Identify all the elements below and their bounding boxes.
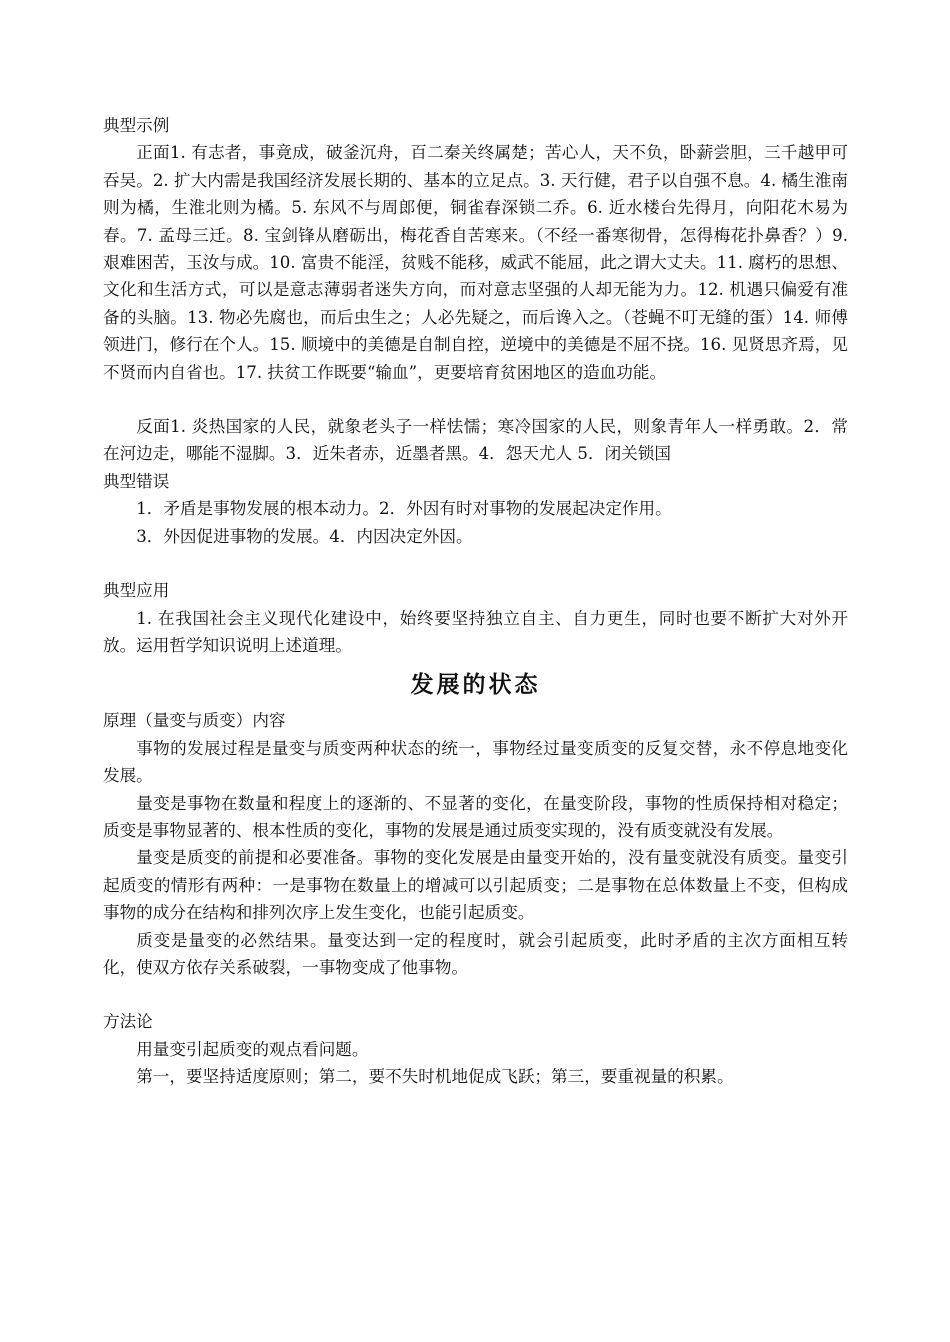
principle-paragraph-3: 量变是质变的前提和必要准备。事物的变化发展是由量变开始的，没有量变就没有质变。量变引起质变的情形有两种：一是事物在数量上的增减可以引起质变；二是事物在总体数量上不变，但构成事物的成分在结构和排列次序上发生变化，也能引起质变。 <box>103 848 848 923</box>
blank-line <box>103 386 848 413</box>
section-heading-methodology: 方法论 <box>103 1012 153 1032</box>
methodology-line-1: 用量变引起质变的观点看问题。 <box>136 1039 369 1059</box>
blank-line <box>103 981 848 1008</box>
negative-examples-paragraph: 反面1. 炎热国家的人民，就象老头子一样怯懦；寒冷国家的人民，则象青年人一样勇敢。2．常在河边走，哪能不湿脚。3．近朱者赤，近墨者黑。4．怨天尤人 5．闭关锁国 <box>103 417 848 464</box>
principle-paragraph-2: 量变是事物在数量和程度上的逐渐的、不显著的变化，在量变阶段，事物的性质保持相对稳定；质变是事物显著的、根本性质的变化，事物的发展是通过质变实现的，没有质变就没有发展。 <box>103 793 848 840</box>
section-heading-principle: 原理（量变与质变）内容 <box>103 711 286 731</box>
section-heading-errors: 典型错误 <box>103 471 170 491</box>
methodology-line-2: 第一，要坚持适度原则；第二，要不失时机地促成飞跃；第三，要重视量的积累。 <box>136 1067 734 1087</box>
errors-line-2: 3．外因促进事物的发展。4．内因决定外因。 <box>136 526 473 546</box>
document-body <box>103 112 848 1091</box>
application-paragraph: 1. 在我国社会主义现代化建设中，始终要坚持独立自主、自力更生，同时也要不断扩大对外开放。运用哲学知识说明上述道理。 <box>103 608 848 655</box>
errors-line-1: 1．矛盾是事物发展的根本动力。2．外因有时对事物的发展起决定作用。 <box>136 499 672 519</box>
principle-paragraph-4: 质变是量变的必然结果。量变达到一定的程度时，就会引起质变，此时矛盾的主次方面相互转化，使双方依存关系破裂，一事物变成了他事物。 <box>103 930 848 977</box>
blank-line <box>103 550 848 577</box>
section-heading-application: 典型应用 <box>103 581 170 601</box>
positive-examples-paragraph: 正面1. 有志者，事竟成，破釜沉舟，百二秦关终属楚；苦心人，天不负，卧薪尝胆，三千越甲可吞吴。2. 扩大内需是我国经济发展长期的、基本的立足点。3. 天行健，君子以自强不息。4. 橘生淮南则为橘，生淮北则为橘。5. 东风不与周郎便，铜雀春深锁二乔。6. 近水楼台先得月，向阳花木易为春。7. 孟母三迁。8. 宝剑锋从磨砺出，梅花香自苦寒来。（不经一番寒彻骨，怎得梅花扑鼻香？）9. 艰难困苦，玉汝与成。10. 富贵不能淫，贫贱不能移，威武不能屈，此之谓大丈夫。11. 腐朽的思想、文化和生活方式，可以是意志薄弱者迷失方向，而对意志坚强的人却无能为力。12. 机遇只偏爱有准备的头脑。13. 物必先腐也，而后虫生之；人必先疑之，而后谗入之。（苍蝇不叮无缝的蛋）14. 师傅领进门，修行在个人。15. 顺境中的美德是自制自控，逆境中的美德是不屈不挠。16. 见贤思齐焉，见不贤而内自省也。17. 扶贫工作既要“输血”，更要培育贫困地区的造血功能。 <box>103 143 848 382</box>
section-heading-examples: 典型示例 <box>103 116 170 135</box>
page-title: 发展的状态 <box>410 671 541 699</box>
principle-paragraph-1: 事物的发展过程是量变与质变两种状态的统一，事物经过量变质变的反复交替，永不停息地变化发展。 <box>103 738 848 786</box>
